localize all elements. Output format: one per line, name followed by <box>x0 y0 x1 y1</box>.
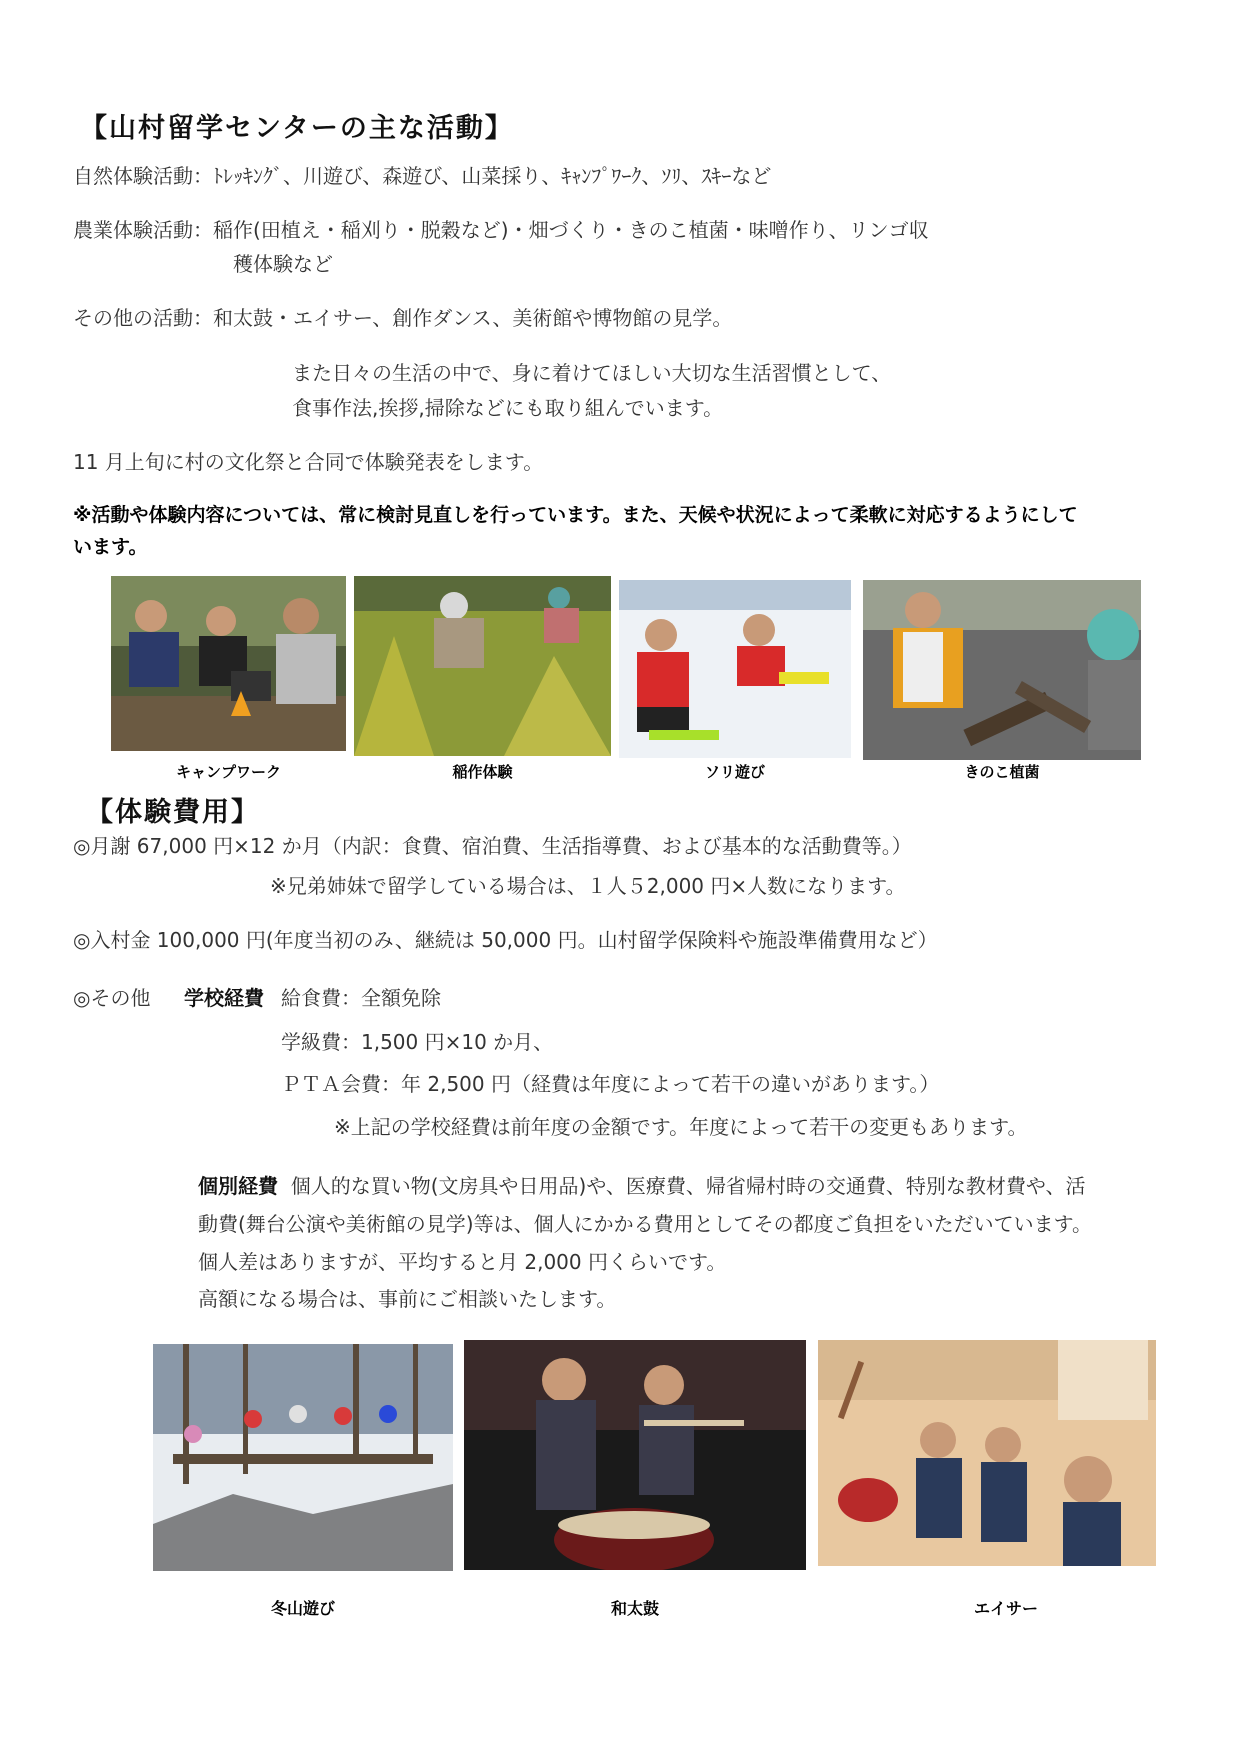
festival-text: 11 月上旬に村の文化祭と合同で体験発表をします。 <box>73 450 544 474</box>
individual-text-1: 個人的な買い物(文房具や日用品)や、医療費、帰省帰村時の交通費、特別な教材費や、活 <box>290 1174 1086 1198</box>
habit-line-1: また日々の生活の中で、身に着けてほしい大切な生活習慣として、 <box>292 361 892 385</box>
camp-fire-icon <box>111 576 346 751</box>
agri-label: 農業体験活動： <box>73 218 213 242</box>
photo-mushroom <box>863 580 1141 760</box>
mushroom-logs-icon <box>863 580 1141 760</box>
eisa-dance-icon <box>818 1340 1156 1566</box>
activity-note-1: ※活動や体験内容については、常に検討見直しを行っています。また、天候や状況によって柔軟に対応するようにして <box>73 504 1078 526</box>
sledding-icon <box>619 580 851 758</box>
school-costs-label: 学校経費 <box>184 986 264 1010</box>
photo-camp-work <box>111 576 346 751</box>
entry-fee: ◎入村金 100,000 円(年度当初のみ、継続は 50,000 円。山村留学保険料や施設準備費用など） <box>73 928 938 952</box>
caption-rice-harvest: 稲作体験 <box>452 763 513 781</box>
photo-sledding <box>619 580 851 758</box>
caption-taiko: 和太鼓 <box>610 1599 659 1618</box>
other-costs-label: ◎その他 <box>73 986 151 1010</box>
habit-line-2: 食事作法,挨拶,掃除などにも取り組んでいます。 <box>292 396 724 420</box>
rice-harvest-icon <box>354 576 611 756</box>
winter-mountain-icon <box>153 1344 453 1571</box>
monthly-fee: ◎月謝 67,000 円×12 か月（内訳：食費、宿泊費、生活指導費、および基本的な活動費等。） <box>73 834 912 858</box>
costs-heading: 【体験費用】 <box>86 797 260 828</box>
individual-line-3: 個人差はありますが、平均すると月 2,000 円くらいです。 <box>198 1250 727 1274</box>
activities-heading: 【山村留学センターの主な活動】 <box>80 113 514 144</box>
lunch-fee: 給食費：全額免除 <box>281 986 441 1010</box>
caption-eisa: エイサー <box>973 1599 1038 1618</box>
class-fee: 学級費：1,500 円×10 か月、 <box>281 1030 554 1054</box>
taiko-drum-icon <box>464 1340 806 1570</box>
sibling-fee: ※兄弟姉妹で留学している場合は、１人５2,000 円×人数になります。 <box>270 874 906 898</box>
caption-sledding: ソリ遊び <box>704 763 765 781</box>
other-text: 和太鼓・エイサー、創作ダンス、美術館や博物館の見学。 <box>213 306 733 330</box>
caption-camp-work: キャンプワーク <box>175 763 281 781</box>
caption-mushroom: きのこ植菌 <box>964 763 1040 781</box>
agri-activities <box>73 218 929 242</box>
caption-winter-mountain: 冬山遊び <box>270 1599 335 1618</box>
photo-eisa <box>818 1340 1156 1566</box>
individual-costs-label: 個別経費 <box>198 1174 278 1198</box>
other-activities <box>73 306 732 330</box>
photo-winter-mountain <box>153 1344 453 1571</box>
agri-text-1: 稲作(田植え・稲刈り・脱穀など)・畑づくり・きのこ植菌・味噌作り、リンゴ収 <box>213 218 929 242</box>
nature-activities <box>73 164 771 188</box>
nature-text: ﾄﾚｯｷﾝｸﾞ、川遊び、森遊び、山菜採り、ｷｬﾝﾌﾟﾜｰｸ、ｿﾘ、ｽｷｰなど <box>213 164 772 188</box>
agri-text-2: 穫体験など <box>233 252 333 276</box>
individual-line-2: 動費(舞台公演や美術館の見学)等は、個人にかかる費用としてその都度ご負担をいただいています。 <box>198 1212 1093 1236</box>
other-label: その他の活動： <box>73 306 213 330</box>
activity-note-2: います。 <box>73 536 148 558</box>
nature-label: 自然体験活動： <box>73 164 213 188</box>
photo-rice-harvest <box>354 576 611 756</box>
individual-line-1 <box>198 1174 1086 1198</box>
individual-line-4: 高額になる場合は、事前にご相談いたします。 <box>198 1287 617 1311</box>
school-costs-note: ※上記の学校経費は前年度の金額です。年度によって若干の変更もあります。 <box>334 1115 1028 1139</box>
photo-taiko <box>464 1340 806 1570</box>
pta-fee: ＰＴＡ会費：年 2,500 円（経費は年度によって若干の違いがあります。） <box>281 1072 940 1096</box>
